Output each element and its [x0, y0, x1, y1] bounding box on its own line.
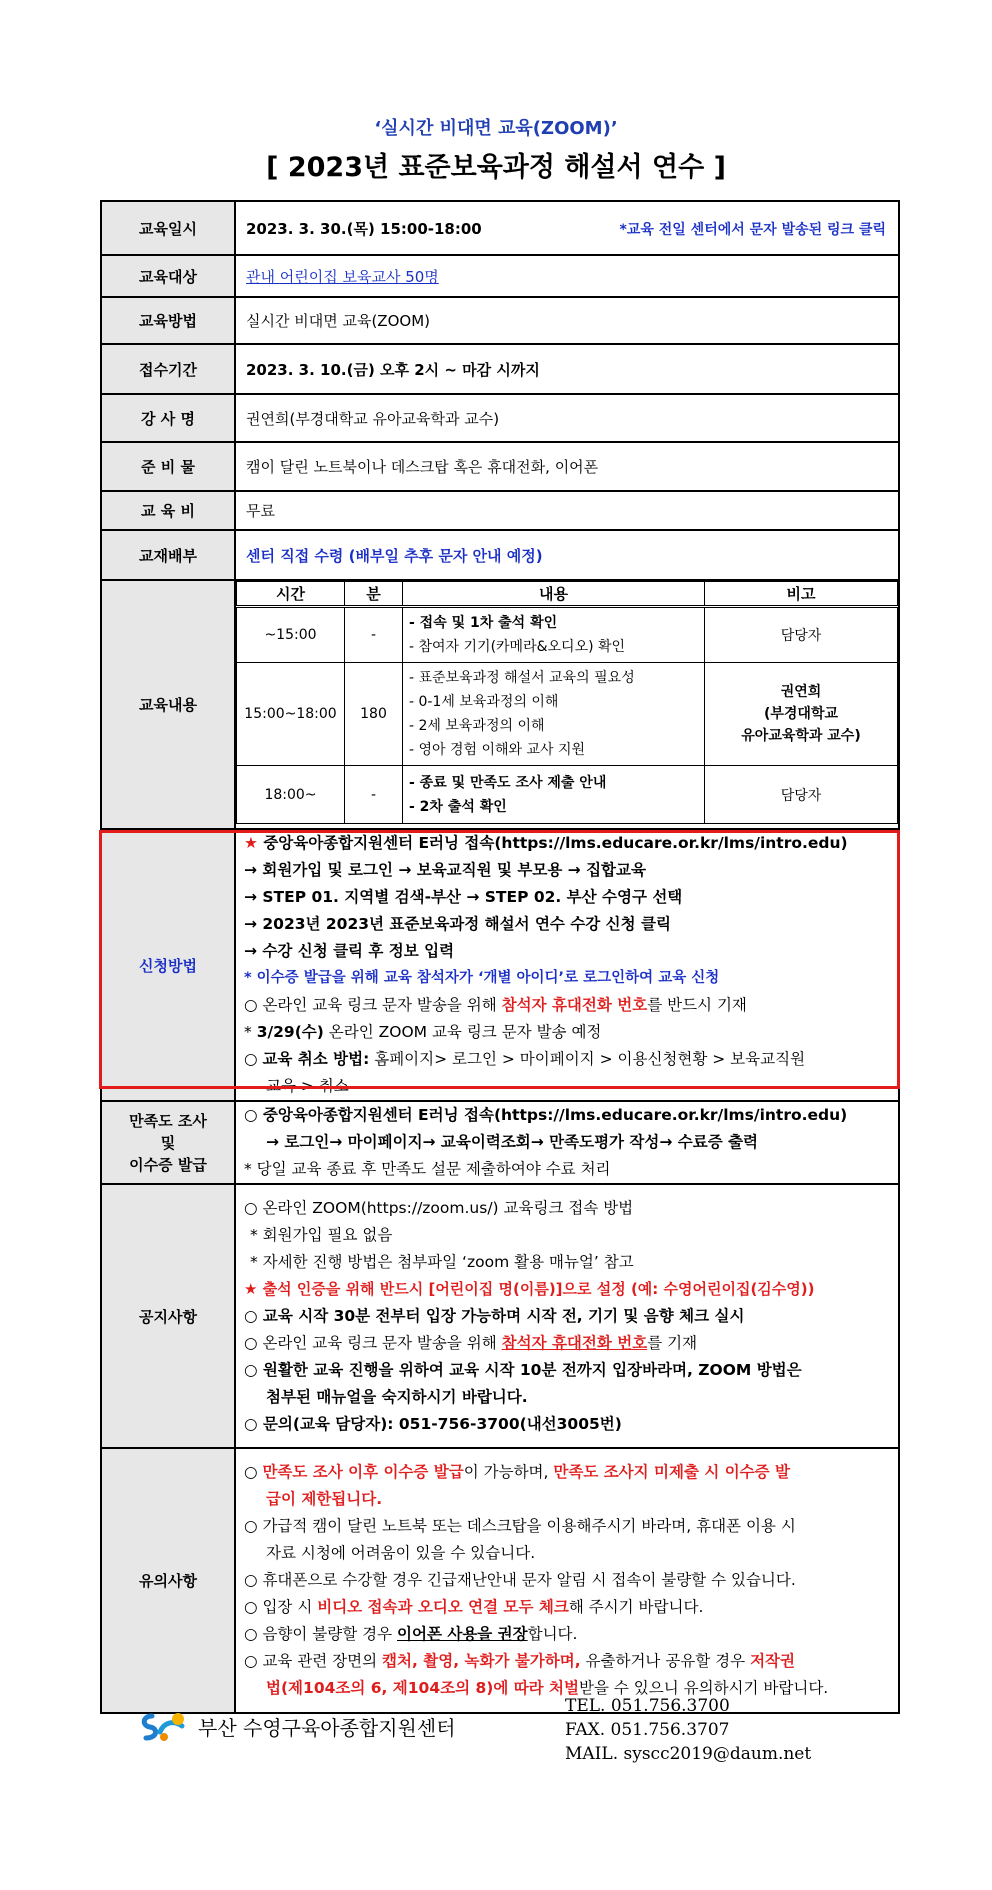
- contact-info: [565, 1694, 811, 1766]
- row-period: [101, 344, 899, 394]
- row-date: [101, 201, 899, 255]
- label-date: 교육일시: [101, 201, 235, 255]
- row-textbook: [101, 530, 899, 580]
- fax: FAX. 051.756.3707: [565, 1720, 730, 1740]
- educare-link[interactable]: (https://lms.educare.or.kr/lms/intro.edu): [493, 1106, 848, 1124]
- row-materials: [101, 442, 899, 491]
- label-target: 교육대상: [101, 255, 235, 297]
- label-fee: 교 육 비: [101, 491, 235, 530]
- materials-value: 캠이 달린 노트북이나 데스크탑 혹은 휴대전화, 이어폰: [235, 442, 899, 491]
- row-lecturer: [101, 394, 899, 442]
- educare-link[interactable]: (https://lms.educare.or.kr/lms/intro.edu): [494, 834, 848, 852]
- target-value: 관내 어린이집 보육교사 50명: [246, 267, 439, 286]
- lecturer-value: 권연희(부경대학교 유아교육학과 교수): [235, 394, 899, 442]
- label-notice: 공지사항: [101, 1184, 235, 1448]
- date-note: *교육 전일 센터에서 문자 발송된 링크 클릭: [619, 222, 886, 238]
- row-content: [101, 580, 899, 829]
- tel: TEL. 051.756.3700: [565, 1696, 730, 1716]
- col-note: 비고: [705, 582, 898, 607]
- page-title: [ 2023년 표준보육과정 해설서 연수 ]: [266, 152, 726, 183]
- row-fee: [101, 491, 899, 530]
- label-apply: 신청방법: [101, 829, 235, 1101]
- row-caution: 유의사항 ○ 만족도 조사 이후 이수증 발급이 가능하며, 만족도 조사지 미제출 시 이수증 발 급이 제한됩니다. ○ 가급적 캠이 달린 노트북 또는 데스크탑을 이용해주시기 바라며, 휴대폰 이용 시 자료 시청에 어려움이 있을 수 있습니다. ○ 휴대폰으로 수강할 경우 긴급재난안내 문자 알림 시 접속이 불량할 수 있습니다. ○ 입장 시 비디오 접속과 오디오 연결 모두 체크해 주시기 바랍니다. ○ 음향이 불량할 경우 이어폰 사용을 권장합니다. ○ 교육 관련 장면의 캡처, 촬영, 녹화가 불가하며, 유출하거나 공유할 경우 저작권 법(제104조의 6, 제104조의 8)에 따라 처벌받을 수 있으니 유의하시기 바랍니다.: [101, 1448, 899, 1713]
- info-table: [100, 200, 900, 1714]
- period-value: 2023. 3. 10.(금) 오후 2시 ~ 마감 시까지: [235, 344, 899, 394]
- center-logo-icon: [138, 1710, 188, 1742]
- label-period: 접수기간: [101, 344, 235, 394]
- row-apply: 신청방법 ★ 중앙육아종합지원센터 E러닝 접속(https://lms.educare.or.kr/lms/intro.edu) → 회원가입 및 로그인 → 보육교직원 및 부모용 → 집합교육 → STEP 01. 지역별 검색-부산 → STEP 02. 부산 수영구 선택 → 2023년 2023년 표준보육과정 해설서 연수 수강 신청 클릭 → 수강 신청 클릭 후 정보 입력 * 이수증 발급을 위해 교육 참석자가 ‘개별 아이디’로 로그인하여 교육 신청 ○ 온라인 교육 링크 문자 발송을 위해 참석자 휴대전화 번호를 반드시 기재 * 3/29(수) 온라인 ZOOM 교육 링크 문자 발송 예정 ○ 교육 취소 방법: 홈페이지> 로그인 > 마이페이지 > 이용신청현황 > 보육교직원 교육 > 취소: [101, 829, 899, 1101]
- col-content: 내용: [403, 582, 705, 607]
- col-min: 분: [345, 582, 403, 607]
- center-logo: [138, 1710, 456, 1742]
- email[interactable]: MAIL. syscc2019@daum.net: [565, 1744, 812, 1764]
- schedule-row: ~15:00 - - 접속 및 1차 출석 확인 - 참여자 기기(카메라&오디오) 확인 담당자: [237, 607, 898, 663]
- fee-value: 무료: [235, 491, 899, 530]
- row-method: [101, 297, 899, 344]
- schedule-row: 18:00~ - - 종료 및 만족도 조사 제출 안내 - 2차 출석 확인 담당자: [237, 766, 898, 824]
- method-value: 실시간 비대면 교육(ZOOM): [235, 297, 899, 344]
- subtitle: ‘실시간 비대면 교육(ZOOM)’: [374, 118, 618, 139]
- row-target: [101, 255, 899, 297]
- label-content: 교육내용: [101, 580, 235, 829]
- label-method: 교육방법: [101, 297, 235, 344]
- label-survey: 만족도 조사 및 이수증 발급: [101, 1101, 235, 1184]
- textbook-value: 센터 직접 수령 (배부일 추후 문자 안내 예정): [235, 530, 899, 580]
- date-value: 2023. 3. 30.(목) 15:00-18:00: [246, 219, 482, 238]
- label-lecturer: 강 사 명: [101, 394, 235, 442]
- label-caution: 유의사항: [101, 1448, 235, 1713]
- center-name: 부산 수영구육아종합지원센터: [198, 1715, 456, 1740]
- label-materials: 준 비 물: [101, 442, 235, 491]
- label-textbook: 교재배부: [101, 530, 235, 580]
- col-time: 시간: [237, 582, 345, 607]
- row-survey: 만족도 조사 및 이수증 발급 ○ 중앙육아종합지원센터 E러닝 접속(https://lms.educare.or.kr/lms/intro.edu) → 로그인→ 마이페이지→ 교육이력조회→ 만족도평가 작성→ 수료증 출력 * 당일 교육 종료 후 만족도 설문 제출하여야 수료 처리: [101, 1101, 899, 1184]
- schedule-row: 15:00~18:00 180 - 표준보육과정 해설서 교육의 필요성 - 0-1세 보육과정의 이해 - 2세 보육과정의 이해 - 영아 경험 이해와 교사 지원 권연희 (부경대학교 유아교육학과 교수): [237, 663, 898, 766]
- row-notice: 공지사항 ○ 온라인 ZOOM(https://zoom.us/) 교육링크 접속 방법 * 회원가입 필요 없음 * 자세한 진행 방법은 첨부파일 ‘zoom 활용 매뉴얼’ 참고 ★ 출석 인증을 위해 반드시 [어린이집 명(이름)]으로 설정 (예: 수영어린이집(김수영)) ○ 교육 시작 30분 전부터 입장 가능하며 시작 전, 기기 및 음향 체크 실시 ○ 온라인 교육 링크 문자 발송을 위해 참석자 휴대전화 번호를 기재 ○ 원활한 교육 진행을 위하여 교육 시작 10분 전까지 입장바라며, ZOOM 방법은 첨부된 매뉴얼을 숙지하시기 바랍니다. ○ 문의(교육 담당자): 051-756-3700(내선3005번): [101, 1184, 899, 1448]
- schedule-table: [236, 581, 898, 824]
